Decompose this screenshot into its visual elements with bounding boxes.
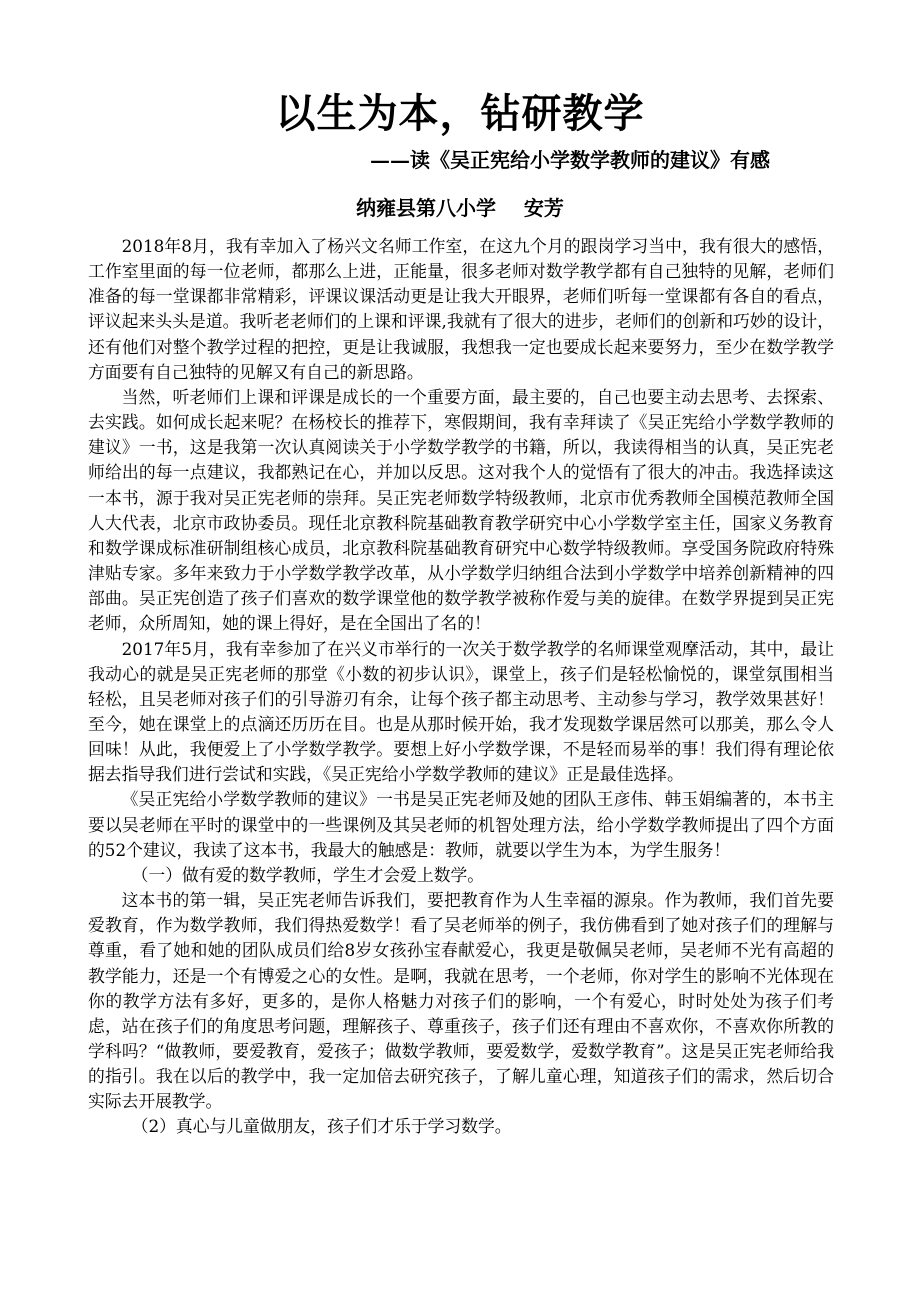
paragraph-1: 2018年8月，我有幸加入了杨兴文名师工作室，在这九个月的跟岗学习当中，我有很大的感悟，工作室里面的每一位老师，都那么上进，正能量，很多老师对数学教学都有自己独特的见解，老师们准备的每一堂课都非常精彩，评课议课活动更是让我大开眼界，老师们听每一堂课都有各自的看点，评议起来头头是道。我听老老师们的上课和评课,我就有了很大的进步，老师们的创新和巧妙的设计，还有他们对整个教学过程的把控，更是让我诚服，我想我一定也要成长起来要努力，至少在数学教学方面要有自己独特的见解又有自己的新思路。 [88, 236, 834, 382]
paragraph-2: 当然，听老师们上课和评课是成长的一个重要方面，最主要的，自己也要主动去思考、去探索、去实践。如何成长起来呢？在杨校长的推荐下，寒假期间，我有幸拜读了《吴正宪给小学数学教师的建议》一书，这是我第一次认真阅读关于小学数学教学的书籍，所以，我读得相当的认真，吴正宪老师给出的每一点建议，我都熟记在心，并加以反思。这对我个人的觉悟有了很大的冲击。我选择读这一本书，源于我对吴正宪老师的崇拜。吴正宪老师数学特级教师，北京市优秀教师全国模范教师全国人大代表，北京市政协委员。现任北京教科院基础教育教学研究中心小学数学室主任，国家义务教育和数学课成标准研制组核心成员，北京教科院基础教育研究中心数学特级教师。享受国务院政府特殊津贴专家。多年来致力于小学数学教学改革，从小学数学归纳组合法到小学数学中培养创新精神的四部曲。吴正宪创造了孩子们喜欢的数学课堂他的数学教学被称作爱与美的旋律。在数学界提到吴正宪老师，众所周知，她的课上得好，是在全国出了名的！ [88, 386, 834, 634]
paragraph-5: 这本书的第一辑，吴正宪老师告诉我们，要把教育作为人生幸福的源泉。作为教师，我们首先要爱教育，作为数学教师，我们得热爱数学！看了吴老师举的例子，我仿佛看到了她对孩子们的理解与尊重，看了她和她的团队成员们给8岁女孩孙宝春献爱心，我更是敬佩吴老师，吴老师不光有高超的教学能力，还是一个有博爱之心的女性。是啊，我就在思考，一个老师，你对学生的影响不光体现在你的教学方法有多好，更多的，是你人格魅力对孩子们的影响，一个有爱心，时时处处为孩子们考虑，站在孩子们的角度思考问题，理解孩子、尊重孩子，孩子们还有理由不喜欢你，不喜欢你所教的学科吗？“做教师，要爱教育，爱孩子；做数学教师，要爱数学，爱数学教育”。这是吴正宪老师给我的指引。我在以后的教学中，我一定加倍去研究孩子，了解儿童心理，知道孩子们的需求，然后切合实际去开展教学。 [88, 890, 834, 1112]
paragraph-3: 2017年5月，我有幸参加了在兴义市举行的一次关于数学教学的名师课堂观摩活动，其中，最让我动心的就是吴正宪老师的那堂《小数的初步认识》，课堂上，孩子们是轻松愉悦的，课堂氛围相当轻松，且吴老师对孩子们的引导游刃有余，让每个孩子都主动思考、主动参与学习，教学效果甚好！至今，她在课堂上的点滴还历历在目。也是从那时候开始，我才发现数学课居然可以那美，那么令人回味！从此，我便爱上了小学数学教学。要想上好小学数学课，不是轻而易举的事！我们得有理论依据去指导我们进行尝试和实践，《吴正宪给小学数学教师的建议》正是最佳选择。 [88, 638, 834, 785]
section-heading-1: （一）做有爱的数学教师，学生才会爱上数学。 [131, 864, 485, 885]
document-subtitle: ——读《吴正宪给小学数学教师的建议》有感 [370, 148, 770, 172]
paragraph-4: 《吴正宪给小学数学教师的建议》一书是吴正宪老师及她的团队王彦伟、韩玉娟编著的，本书主要以吴老师在平时的课堂中的一些课例及其吴老师的机智处理方法，给小学数学教师提出了四个方面的52个建议，我读了这本书，我最大的触感是：教师，就要以学生为本，为学生服务！ [88, 789, 834, 860]
author-line: 纳雍县第八小学 安芳 [356, 196, 564, 220]
section-heading-2: （2）真心与儿童做朋友，孩子们才乐于学习数学。 [131, 1116, 512, 1137]
article-body [88, 234, 834, 1140]
document-title: 以生为本，钻研教学 [275, 90, 645, 137]
